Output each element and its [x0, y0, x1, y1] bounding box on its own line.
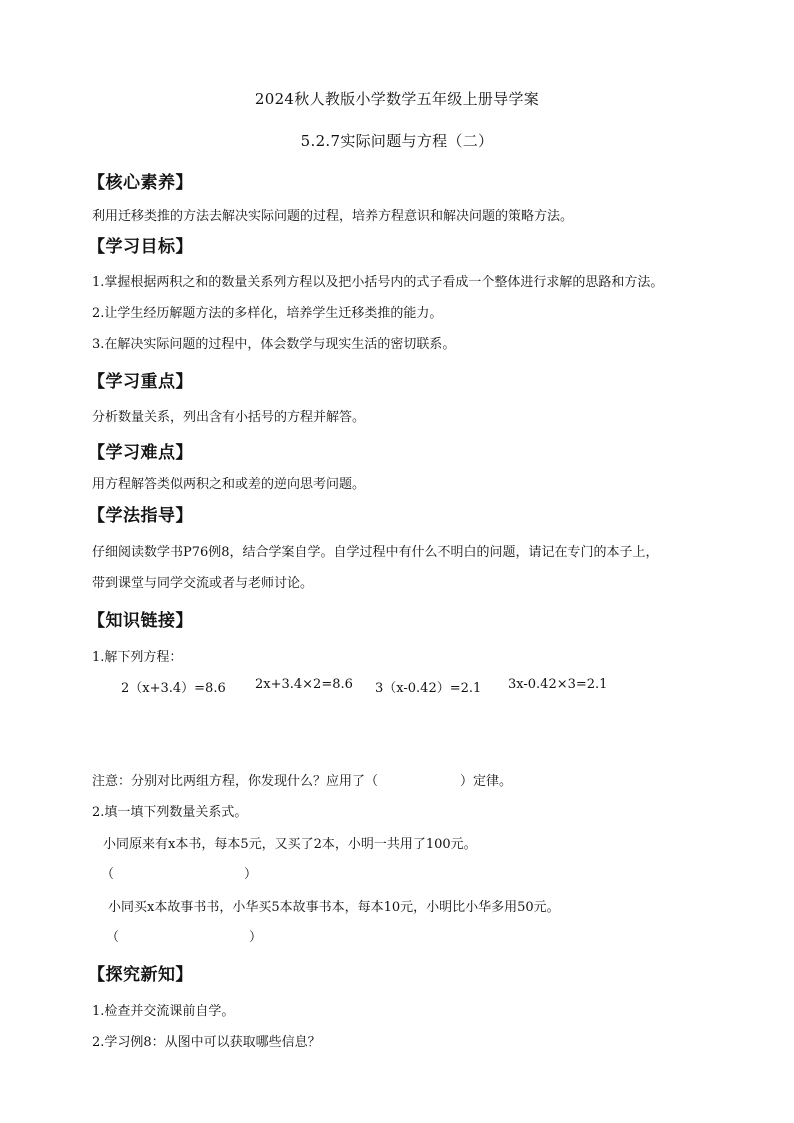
section-heading-explore: 【探究新知】	[88, 965, 193, 985]
paren-close: ）	[244, 867, 258, 882]
note-prefix: 注意：分别对比两组方程，你发现什么？应用了（	[92, 774, 379, 789]
explore-item-1: 1.检查并交流课前自学。	[92, 1004, 235, 1019]
goal-item-2: 2.让学生经历解题方法的多样化，培养学生迁移类推的能力。	[92, 306, 443, 321]
section-heading-difficult: 【学习难点】	[88, 443, 193, 463]
document-subtitle: 5.2.7实际问题与方程（二）	[300, 132, 494, 150]
paren-open: （	[106, 930, 120, 945]
links-note	[92, 770, 512, 789]
section-heading-links: 【知识链接】	[88, 611, 193, 631]
section-heading-goals: 【学习目标】	[88, 237, 193, 257]
difficult-text: 用方程解答类似两积之和或差的逆向思考问题。	[92, 477, 366, 492]
note-suffix: ）定律。	[460, 774, 513, 789]
problem-1: 小同原来有x本书，每本5元，又买了2本，小明一共用了100元。	[103, 837, 477, 852]
key-text: 分析数量关系，列出含有小括号的方程并解答。	[92, 410, 366, 425]
problem-2: 小同买x本故事书书，小华买5本故事书本，每本10元，小明比小华多用50元。	[108, 900, 560, 915]
core-text: 利用迁移类推的方法去解决实际问题的过程，培养方程意识和解决问题的策略方法。	[92, 209, 574, 224]
document-title: 2024秋人教版小学数学五年级上册导学案	[254, 90, 540, 108]
equation-2: 2x+3.4×2=8.6	[255, 677, 353, 692]
section-heading-core: 【核心素养】	[88, 173, 193, 193]
answer-blank-2[interactable]	[106, 926, 262, 945]
links-question-1: 1.解下列方程：	[92, 650, 183, 665]
equation-3: 3（x-0.42）=2.1	[375, 681, 482, 696]
section-heading-guide: 【学法指导】	[88, 506, 193, 526]
explore-item-2: 2.学习例8：从图中可以获取哪些信息？	[92, 1035, 321, 1050]
guide-line-1: 仔细阅读数学书P76例8，结合学案自学。自学过程中有什么不明白的问题，请记在专门的本子上，	[92, 545, 659, 560]
goal-item-3: 3.在解决实际问题的过程中，体会数学与现实生活的密切联系。	[92, 337, 456, 352]
equation-1: 2（x+3.4）=8.6	[121, 681, 226, 696]
guide-line-2: 带到课堂与同学交流或者与老师讨论。	[92, 576, 314, 591]
goal-item-1: 1.掌握根据两积之和的数量关系列方程以及把小括号内的式子看成一个整体进行求解的思路和方法。	[92, 275, 664, 290]
section-heading-key: 【学习重点】	[88, 372, 193, 392]
answer-blank-1[interactable]	[101, 863, 257, 882]
paren-open: （	[101, 867, 115, 882]
links-question-2: 2.填一填下列数量关系式。	[92, 805, 248, 820]
equation-4: 3x-0.42×3=2.1	[508, 677, 608, 692]
paren-close: ）	[249, 930, 263, 945]
